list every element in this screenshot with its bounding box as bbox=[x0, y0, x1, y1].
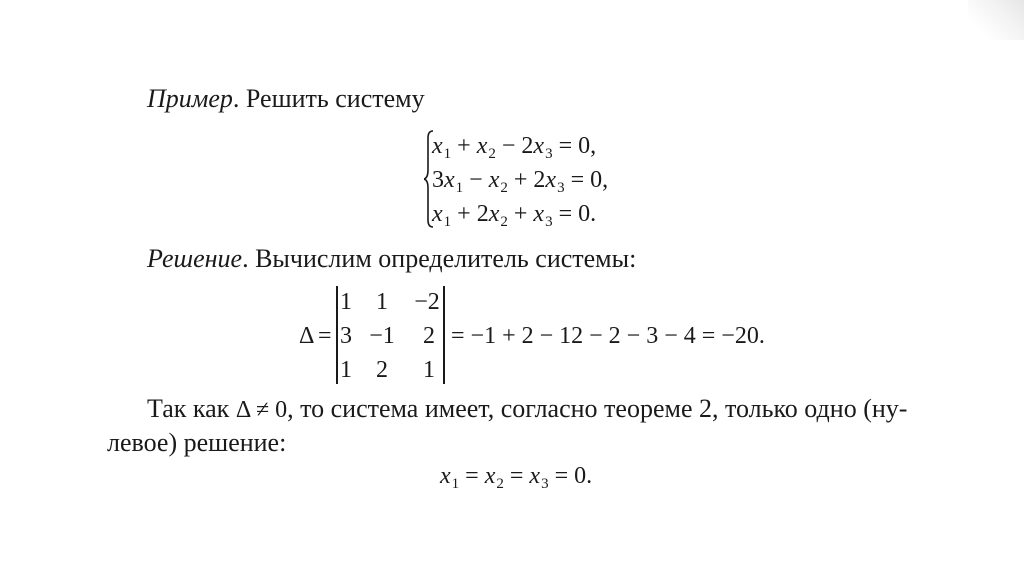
example-label: Пример bbox=[147, 84, 233, 113]
subscript: 3 bbox=[545, 214, 553, 230]
operator: + 2 bbox=[507, 167, 546, 193]
coefficient: 3 bbox=[432, 167, 444, 193]
operator: − bbox=[463, 167, 489, 193]
matrix-cell: 1 bbox=[340, 357, 352, 383]
rhs: = 0, bbox=[564, 167, 609, 193]
subscript: 2 bbox=[500, 180, 508, 196]
subscript: 1 bbox=[443, 214, 452, 230]
rhs: = 0. bbox=[552, 201, 597, 227]
operator: + bbox=[451, 133, 477, 159]
var-x: x bbox=[476, 133, 488, 159]
var-x: x bbox=[488, 201, 500, 227]
var-x: x bbox=[533, 133, 545, 159]
matrix-cell: 1 bbox=[340, 289, 352, 315]
solution-text: . Вычислим определитель системы: bbox=[242, 244, 637, 273]
subscript: 2 bbox=[488, 146, 496, 162]
operator: + 2 bbox=[451, 201, 489, 227]
subscript: 3 bbox=[557, 180, 565, 196]
subscript: 2 bbox=[496, 476, 504, 492]
result-equation bbox=[440, 462, 592, 498]
conclusion-condition: Δ ≠ 0 bbox=[235, 397, 288, 423]
system-equation-2 bbox=[432, 166, 608, 202]
conclusion-rest: , то система имеет, согласно теореме 2, только одно (ну- bbox=[287, 394, 908, 423]
rhs: = 0. bbox=[548, 463, 593, 489]
subscript: 1 bbox=[451, 476, 460, 492]
delta-equals: = bbox=[318, 323, 332, 349]
subscript: 1 bbox=[443, 146, 452, 162]
subscript: 3 bbox=[541, 476, 549, 492]
operator: − 2 bbox=[495, 133, 534, 159]
solution-line bbox=[147, 244, 636, 274]
var-x: x bbox=[545, 167, 557, 193]
var-x: x bbox=[484, 463, 496, 489]
delta-symbol: Δ bbox=[299, 323, 315, 349]
example-text: . Решить систему bbox=[232, 84, 425, 113]
matrix-cell: 2 bbox=[376, 357, 388, 383]
conclusion-prefix: Так как bbox=[147, 394, 236, 423]
conclusion-line-2: левое) решение: bbox=[107, 428, 287, 457]
example-line bbox=[147, 84, 425, 114]
matrix-cell: −2 bbox=[414, 289, 440, 315]
matrix-cell: 1 bbox=[376, 289, 388, 315]
determinant-expansion: = −1 + 2 − 12 − 2 − 3 − 4 = −20. bbox=[451, 323, 765, 349]
system-equation-3 bbox=[432, 200, 596, 236]
matrix-cell: −1 bbox=[369, 323, 395, 349]
matrix-cell: 2 bbox=[423, 323, 435, 349]
var-x: x bbox=[529, 463, 541, 489]
solution-label: Решение bbox=[147, 244, 243, 273]
subscript: 3 bbox=[545, 146, 553, 162]
var-x: x bbox=[432, 133, 443, 159]
conclusion-line-1 bbox=[147, 394, 907, 425]
var-x: x bbox=[488, 167, 500, 193]
subscript: 1 bbox=[455, 180, 464, 196]
var-x: x bbox=[440, 463, 451, 489]
rhs: = 0, bbox=[552, 133, 597, 159]
var-x: x bbox=[444, 167, 455, 193]
system-equation-1 bbox=[432, 132, 596, 168]
operator: + bbox=[507, 201, 534, 227]
operator: = bbox=[459, 463, 485, 489]
slide-corner-decoration bbox=[968, 0, 1024, 40]
matrix-cell: 1 bbox=[423, 357, 435, 383]
var-x: x bbox=[432, 201, 443, 227]
var-x: x bbox=[533, 201, 545, 227]
matrix-cell: 3 bbox=[340, 323, 352, 349]
subscript: 2 bbox=[500, 214, 508, 230]
determinant-left-bar bbox=[336, 286, 338, 384]
operator: = bbox=[503, 463, 530, 489]
